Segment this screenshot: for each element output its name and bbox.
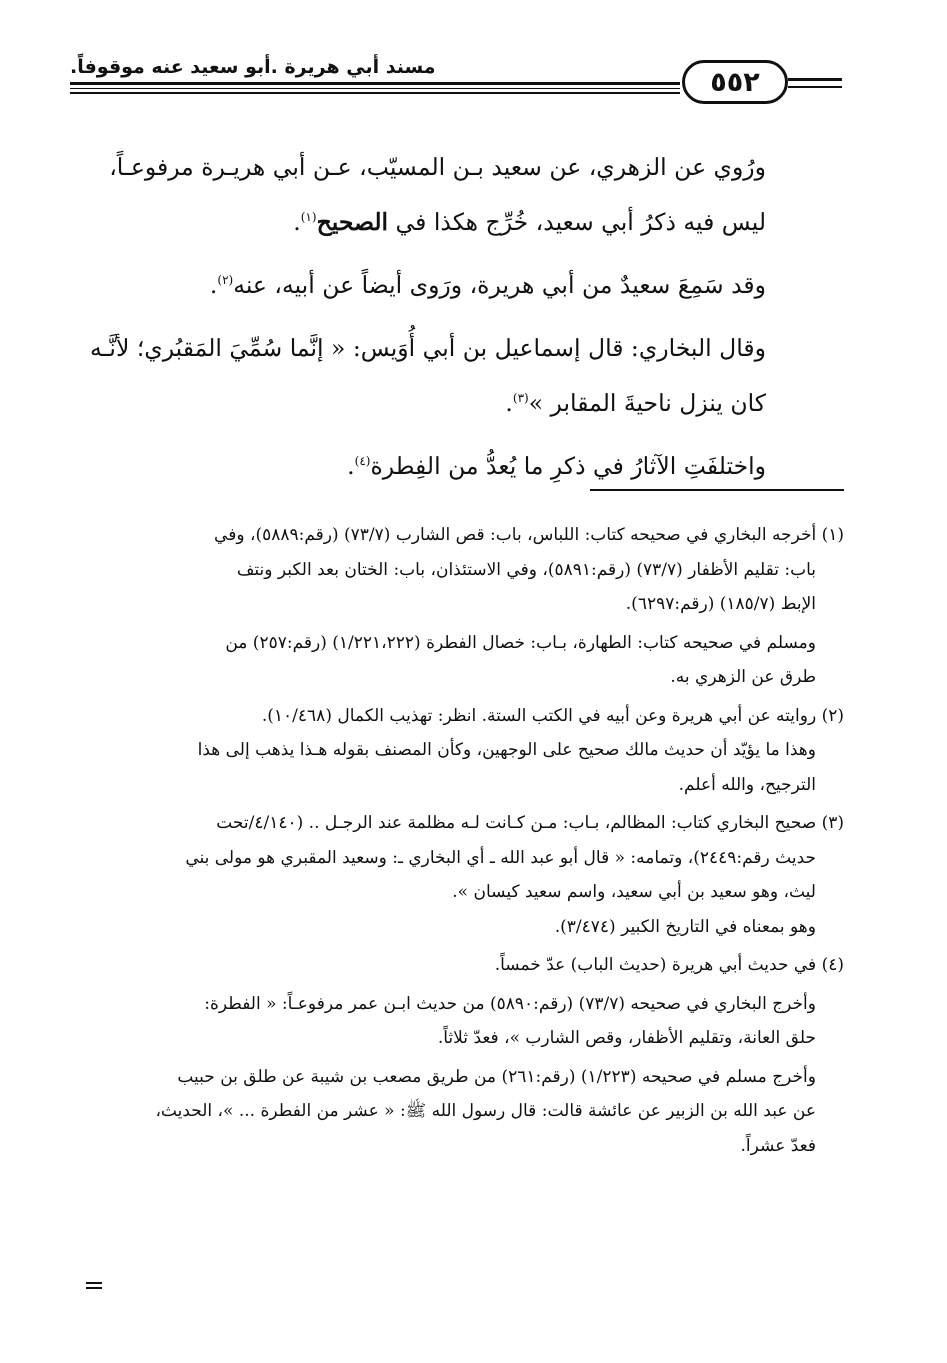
footnote-1-line: طرق عن الزهري به. [670, 667, 816, 687]
footnote-ref[interactable]: (٢) [217, 273, 234, 288]
header-rule [788, 86, 842, 88]
footnote-1-line: الإبط (١٨٥/٧) (رقم:٦٢٩٧). [625, 594, 816, 614]
text-line: وقال البخاري: قال إسماعيل بن أبي أُوَيس: « إنَّما سُمِّيَ المَقبُري؛ لأنَّـه [89, 334, 766, 362]
footnote-4-line: (٤) في حديث أبي هريرة (حديث الباب) عدّ خمساً. [494, 955, 844, 975]
punctuation: . [505, 389, 513, 417]
footnote-1-line: (١) أخرجه البخاري في صحيحه كتاب: اللباس، باب: قص الشارب (٧٣/٧) (رقم:٥٨٨٩)، وفي [214, 525, 844, 545]
header-rule [70, 92, 680, 94]
main-text [78, 140, 844, 502]
footnote-4-line: وأخرج البخاري في صحيحه (٧٣/٧) (رقم:٥٨٩٠) من حديث ابـن عمر مرفوعـاً: « الفطرة: [204, 993, 816, 1014]
footnote-ref[interactable]: (٣) [512, 391, 529, 406]
header-rule [70, 82, 680, 85]
paragraph-2 [78, 258, 844, 313]
footnote-ref[interactable]: (١) [300, 210, 317, 225]
text-line: ورُوي عن الزهري، عن سعيد بـن المسيّب، عـن أبي هريـرة مرفوعـاً، [109, 153, 766, 181]
text-line: ليس فيه ذكرُ أبي سعيد، خُرِّج هكذا في [388, 208, 766, 236]
footnote-4-line: فعدّ عشراً. [740, 1135, 816, 1156]
end-mark [86, 1282, 102, 1289]
footnote-3-line: حديث رقم:٢٤٤٩)، وتمامه: « قال أبو عبد الله ـ أي البخاري ـ: وسعيد المقبري هو مولى بني [185, 847, 816, 868]
text-line: كان ينزل ناحيةَ المقابر » [528, 389, 766, 417]
punctuation: . [293, 208, 301, 236]
punctuation: . [209, 271, 218, 299]
footnote-3-line: (٣) صحيح البخاري كتاب: المظالم، بـاب: مـن كـانت لـه مظلمة عند الرجـل .. (٤/١٤٠/تحت [216, 813, 844, 833]
emphasis: الصحيح [316, 208, 389, 236]
footnote-4-line: وأخرج مسلم في صحيحه (١/٢٢٣) (رقم:٢٦١) من طريق مصعب بن شيبة عن طلق بن حبيب [177, 1066, 816, 1087]
page-header [70, 52, 842, 112]
footnote-4-line: عن عبد الله بن الزبير عن عائشة قالت: قال رسول الله ﷺ: « عشر من الفطرة ... »، الحديث، [155, 1101, 816, 1121]
footnotes [80, 518, 844, 1163]
footnote-3-line: ليث، وهو سعيد بن أبي سعيد، واسم سعيد كيسان ». [452, 882, 816, 902]
text-line: وقد سَمِعَ سعيدٌ من أبي هريرة، ورَوى أيضاً عن أبيه، عنه [233, 271, 766, 299]
footnote-1-line: ومسلم في صحيحه كتاب: الطهارة، بـاب: خصال الفطرة (١/٢٢١،٢٢٢) (رقم:٢٥٧) من [225, 632, 816, 653]
footnote-2-line: الترجيح، والله أعلم. [678, 774, 816, 795]
footnote-2-line: (٢) روايته عن أبي هريرة وعن أبيه في الكتب الستة. انظر: تهذيب الكمال (١٠/٤٦٨). [261, 705, 844, 726]
header-rule [788, 78, 842, 81]
footnote-2-line: وهذا ما يؤيّد أن حديث مالك صحيح على الوجهين، وكأن المصنف بقوله هـذا يذهب إلى هذا [197, 740, 816, 760]
running-title: مسند أبي هريرة .أبو سعيد عنه موقوفاً. [70, 56, 436, 78]
footnote-4-line: حلق العانة، وتقليم الأظفار، وقص الشارب »، فعدّ ثلاثاً. [437, 1028, 816, 1048]
paragraph-3 [78, 321, 844, 431]
text-line: واختلفَتِ الآثارُ في ذكرِ ما يُعدُّ من الفِطرة [370, 452, 766, 480]
footnote-3-line: وهو بمعناه في التاريخ الكبير (٣/٤٧٤). [554, 916, 816, 937]
page-number: ٥٥٢ [682, 60, 788, 104]
footnote-1-line: باب: تقليم الأظفار (٧٣/٧) (رقم:٥٨٩١)، وفي الاستئذان، باب: الختان بعد الكبر ونتف [236, 559, 816, 580]
paragraph-1 [78, 140, 844, 250]
footnote-separator [590, 489, 844, 491]
header-rule [70, 88, 680, 89]
footnote-ref[interactable]: (٤) [354, 454, 371, 469]
paragraph-4 [78, 439, 844, 494]
punctuation: . [347, 452, 355, 480]
